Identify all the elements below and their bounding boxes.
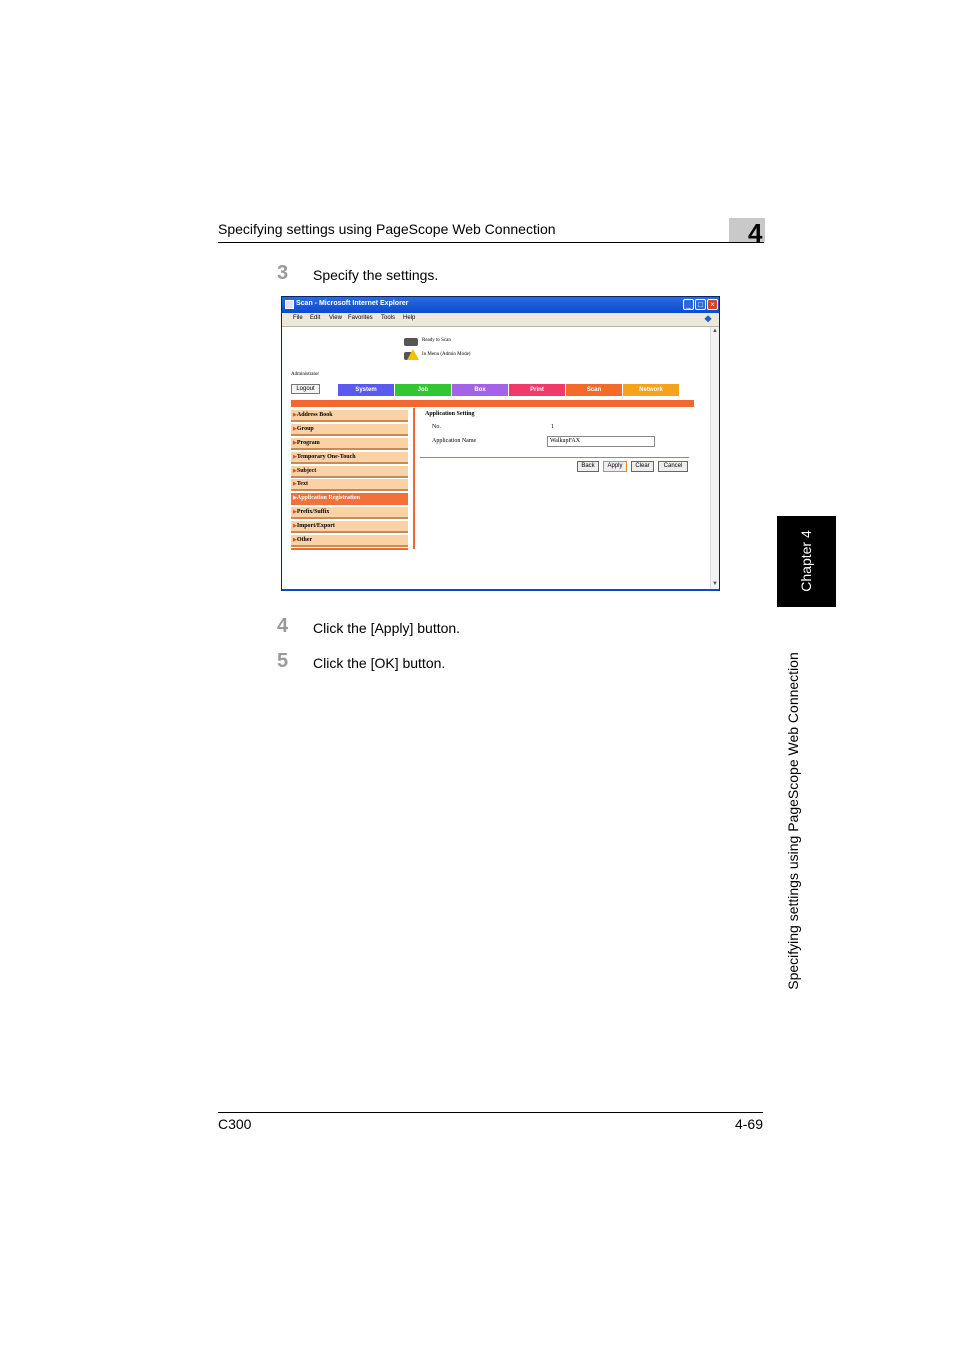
step-number: 5 [277,650,289,672]
triangle-right-icon: ▶ [293,413,297,418]
sidebar-item-label: Subject [296,468,317,474]
sidebar-item-label: Program [296,440,320,446]
triangle-right-icon: ▶ [293,482,297,487]
menu-edit[interactable]: Edit [310,315,321,321]
triangle-right-icon: ▶ [293,455,297,460]
warning-icon [407,349,419,360]
sidebar-item-application-registration[interactable] [291,493,408,505]
sidebar-item-subject[interactable] [291,466,408,478]
application-name-input[interactable]: WalkupFAX [547,436,655,447]
step-text: Specify the settings. [313,267,439,283]
logout-button[interactable]: Logout [291,384,320,394]
sidebar-item-other[interactable] [291,535,408,547]
browser-window [281,296,720,591]
ie-page-icon [285,300,294,309]
panel-separator [420,457,689,458]
browser-menubar [282,313,719,327]
side-tab-chapter: Chapter 4 [798,530,814,592]
footer-rule [218,1112,763,1113]
footer-page-number: 4-69 [734,1116,763,1132]
triangle-right-icon: ▶ [293,427,297,432]
panel-heading: Application Setting [425,411,475,417]
tab-box[interactable]: Box [452,384,508,396]
minimize-icon[interactable]: _ [683,299,694,310]
sidebar-item-group[interactable] [291,424,408,436]
sidebar-item-prefix-suffix[interactable] [291,507,408,519]
sidebar-item-label: Other [296,537,313,543]
windows-logo-icon: ❖ [704,314,713,324]
triangle-right-icon: ▶ [293,510,297,515]
step-number: 4 [277,615,289,637]
sidebar-item-address-book[interactable] [291,410,408,422]
chapter-number: 4 [748,218,763,248]
triangle-right-icon: ▶ [293,538,297,543]
sidebar-bottom-rule [291,548,408,550]
page-header-title: Specifying settings using PageScope Web Connection [218,221,556,237]
tab-job[interactable]: Job [395,384,451,396]
clear-button[interactable]: Clear [631,461,654,472]
status-admin-mode: In Menu (Admin Mode) [422,352,471,357]
tab-scan[interactable]: Scan [566,384,622,396]
back-button[interactable]: Back [577,461,599,472]
sidebar-separator [413,408,415,549]
sidebar-item-temporary-one-touch[interactable] [291,452,408,464]
status-ready: Ready to Scan [422,338,451,343]
step-number: 3 [277,262,289,284]
no-label: No. [432,424,441,430]
browser-titlebar [282,297,719,313]
header-rule [218,242,764,243]
browser-title: Scan - Microsoft Internet Explorer [296,300,409,307]
tab-underline-bar [291,400,694,407]
window-bottom-border [282,589,719,591]
sidebar-item-text[interactable] [291,479,408,491]
apply-button[interactable]: Apply [603,461,627,472]
menu-view[interactable]: View [329,315,342,321]
sidebar-item-label: Prefix/Suffix [296,509,330,515]
menu-favorites[interactable]: Favorites [348,315,373,321]
maximize-icon[interactable]: □ [695,299,706,310]
sidebar-item-label: Address Book [296,412,333,418]
menu-tools[interactable]: Tools [381,315,396,321]
close-icon[interactable]: × [707,299,718,310]
sidebar-item-label: Import/Export [296,523,335,529]
step-text: Click the [OK] button. [313,655,446,671]
footer-model: C300 [218,1116,252,1132]
scroll-down-icon[interactable]: ▼ [712,581,718,587]
menu-help[interactable]: Help [403,315,416,321]
printer-icon [404,338,418,346]
tab-print[interactable]: Print [509,384,565,396]
vertical-scrollbar[interactable] [710,327,719,589]
tab-network[interactable]: Network [623,384,679,396]
menu-file[interactable]: File [293,315,303,321]
scroll-up-icon[interactable]: ▲ [712,328,718,334]
side-tab-title: Specifying settings using PageScope Web Connection [785,652,801,990]
sidebar-item-label: Text [296,481,308,487]
no-value: 1 [551,424,554,430]
triangle-right-icon: ▶ [293,496,297,501]
application-name-label: Application Name [432,438,477,444]
sidebar-item-label: Application Registration [296,495,361,501]
browser-content [284,327,710,589]
triangle-right-icon: ▶ [293,441,297,446]
step-text: Click the [Apply] button. [313,620,461,636]
tab-system[interactable]: System [338,384,394,396]
cancel-button[interactable]: Cancel [658,461,688,472]
sidebar-item-program[interactable] [291,438,408,450]
triangle-right-icon: ▶ [293,469,297,474]
sidebar-item-label: Group [296,426,314,432]
triangle-right-icon: ▶ [293,524,297,529]
sidebar-item-label: Temporary One-Touch [296,454,356,460]
sidebar-item-import-export[interactable] [291,521,408,533]
user-label: Administrator [291,372,320,377]
